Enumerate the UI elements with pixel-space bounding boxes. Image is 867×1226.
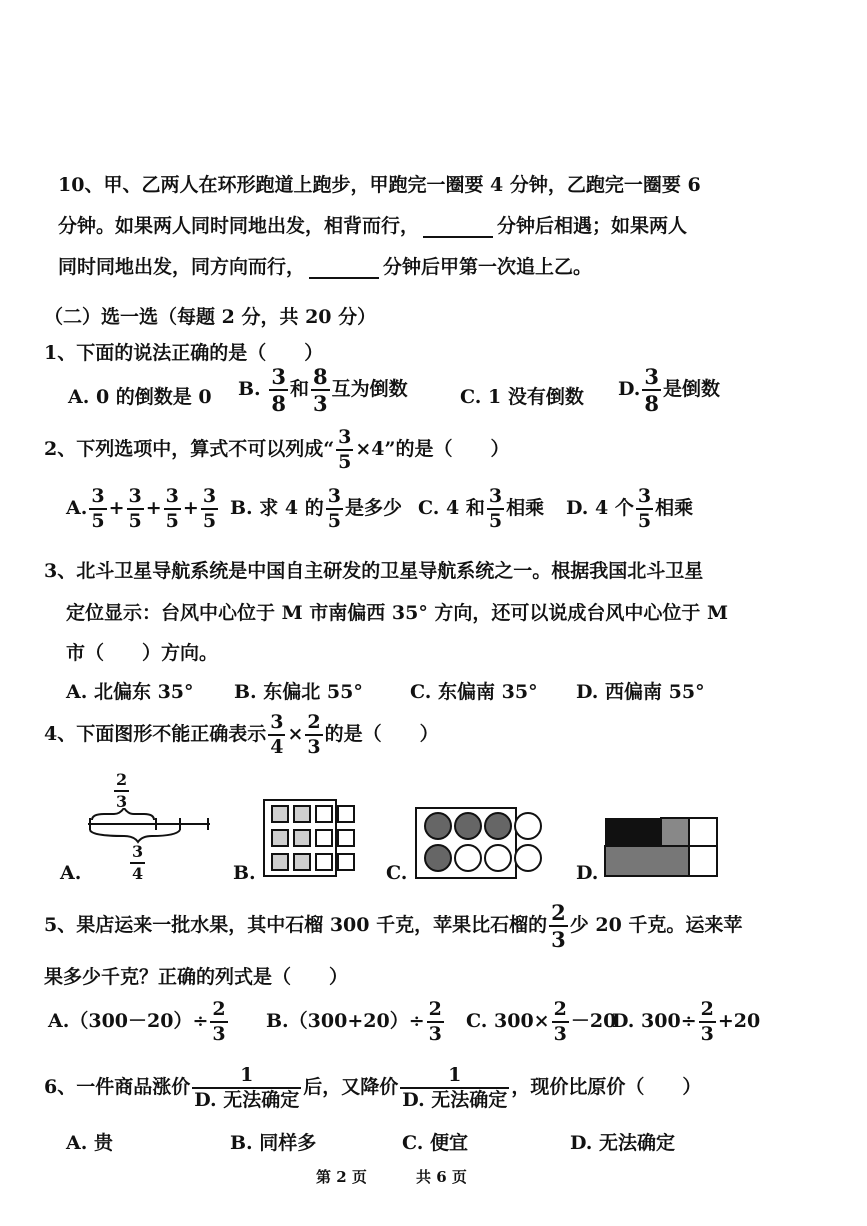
q1-option-a[interactable]: A. 0 的倒数是 0 [68, 386, 212, 408]
fraction: $\frac{3}{5}$ [637, 485, 652, 532]
fraction: $\frac{2}{3}$ [553, 998, 567, 1045]
q10-text: 同时同地出发，同方向而行， [58, 256, 306, 278]
fraction: $\frac{3}{8}$ [644, 364, 660, 416]
q2-option-d[interactable]: D. 4 个 $\frac{3}{5}$ 相乘 [566, 485, 694, 532]
q4-stem: 4、下面图形不能正确表示 $\frac{3}{4}$ × $\frac{2}{3}$ 的是（ ） [44, 711, 439, 758]
q6-option-d[interactable]: D. 无法确定 [570, 1132, 676, 1154]
answer-blank-2[interactable] [309, 259, 379, 279]
q3-option-c[interactable]: C. 东偏南 35° [410, 681, 538, 703]
q3-option-d[interactable]: D. 西偏南 55° [576, 681, 705, 703]
fraction: $\frac{3}{5}$ [202, 485, 217, 532]
fig-b-grid [262, 798, 358, 878]
fraction: $\frac{1}{\text{D. 无法确定}}$ [402, 1064, 508, 1111]
fraction: $\frac{3}{5}$ [327, 485, 341, 532]
q6-option-c[interactable]: C. 便宜 [402, 1132, 469, 1154]
fraction: $\frac{2}{3}$ [700, 998, 714, 1045]
q5-option-c[interactable]: C. 300× $\frac{2}{3}$ －20 [466, 998, 617, 1045]
q10-text: 分钟。如果两人同时同地出发，相背而行， [58, 215, 420, 237]
fraction: $\frac{3}{5}$ [338, 426, 352, 473]
fig-a-top-fraction: $\frac{2}{3}$ [116, 770, 128, 811]
q10-text: 分钟后相遇；如果两人 [497, 215, 688, 237]
q5-line2: 果多少千克？正确的列式是（ ） [44, 966, 349, 988]
q3-option-b[interactable]: B. 东偏北 55° [234, 681, 363, 703]
q10-line2 [58, 211, 687, 238]
fraction: $\frac{3}{8}$ [271, 364, 286, 416]
fig-label-d[interactable]: D. [576, 862, 599, 884]
q5-option-d[interactable]: D. 300÷ $\frac{2}{3}$ +20 [612, 998, 761, 1045]
q6-option-a[interactable]: A. 贵 [66, 1132, 113, 1154]
fraction: $\frac{3}{5}$ [488, 485, 503, 532]
fig-c-circles [414, 806, 546, 880]
q5-line1: 5、果店运来一批水果，其中石榴 300 千克，苹果比石榴的 $\frac{2}{3}$ 少 20 千克。运来苹 [44, 900, 743, 952]
fraction: $\frac{2}{3}$ [551, 900, 566, 952]
q6-option-b[interactable]: B. 同样多 [230, 1132, 317, 1154]
fraction: $\frac{3}{5}$ [91, 485, 105, 532]
q6-stem: 6、一件商品涨价 $\frac{1}{\text{D. 无法确定}}$ 后，又降价 $\frac{1}{\text{D. 无法确定}}$ ，现价比原价（ ） [44, 1064, 702, 1111]
q1-option-d[interactable]: D. $\frac{3}{8}$ 是倒数 [618, 364, 721, 416]
answer-blank-1[interactable] [423, 218, 493, 238]
fig-d-blocks [603, 816, 719, 880]
fraction: $\frac{1}{\text{D. 无法确定}}$ [194, 1064, 300, 1111]
q3-line3: 市（ ）方向。 [66, 642, 219, 664]
q3-line2: 定位显示：台风中心位于 M 市南偏西 35° 方向，还可以说成台风中心位于 M [66, 602, 729, 624]
q1-option-b[interactable]: B. $\frac{3}{8}$ 和 $\frac{8}{3}$ 互为倒数 [238, 364, 408, 416]
q3-line1: 3、北斗卫星导航系统是中国自主研发的卫星导航系统之一。根据我国北斗卫星 [44, 560, 704, 582]
fig-a-number-line [84, 808, 214, 844]
fraction: $\frac{2}{3}$ [428, 998, 442, 1045]
q3-option-a[interactable]: A. 北偏东 35° [66, 681, 194, 703]
q2-option-c[interactable]: C. 4 和 $\frac{3}{5}$ 相乘 [418, 485, 545, 532]
fraction: $\frac{3}{5}$ [165, 485, 179, 532]
fig-a-bottom-fraction: $\frac{3}{4}$ [132, 842, 144, 883]
q2-option-a[interactable]: A. $\frac{3}{5}$ + $\frac{3}{5}$ + $\frac{3}{5}$ + $\frac{3}{5}$ [66, 485, 217, 532]
section-title: （二）选一选（每题 2 分，共 20 分） [44, 306, 377, 328]
page-number: 第 2 页 [316, 1168, 367, 1186]
fig-label-b[interactable]: B. [233, 862, 256, 884]
fraction: $\frac{3}{5}$ [128, 485, 142, 532]
q2-stem: 2、下列选项中，算式不可以列成“ $\frac{3}{5}$ ×4”的是（ ） [44, 426, 510, 473]
q10-line1: 10、甲、乙两人在环形跑道上跑步，甲跑完一圈要 4 分钟，乙跑完一圈要 6 [58, 174, 701, 196]
fraction: $\frac{2}{3}$ [212, 998, 226, 1045]
q10-line3 [58, 252, 592, 279]
fraction: $\frac{8}{3}$ [312, 364, 328, 416]
q10-text: 分钟后甲第一次追上乙。 [383, 256, 593, 278]
fig-label-a[interactable]: A. [60, 862, 82, 884]
total-pages: 共 6 页 [416, 1168, 467, 1186]
q1-stem: 1、下面的说法正确的是（ ） [44, 342, 324, 364]
fraction: $\frac{3}{4}$ [270, 711, 284, 758]
q1-option-c[interactable]: C. 1 没有倒数 [460, 386, 584, 408]
fig-label-c[interactable]: C. [386, 862, 408, 884]
q5-option-b[interactable]: B.（300+20）÷ $\frac{2}{3}$ [266, 998, 442, 1045]
q5-option-a[interactable]: A.（300－20）÷ $\frac{2}{3}$ [48, 998, 226, 1045]
q2-option-b[interactable]: B. 求 4 的 $\frac{3}{5}$ 是多少 [230, 485, 402, 532]
fraction: $\frac{2}{3}$ [307, 711, 321, 758]
